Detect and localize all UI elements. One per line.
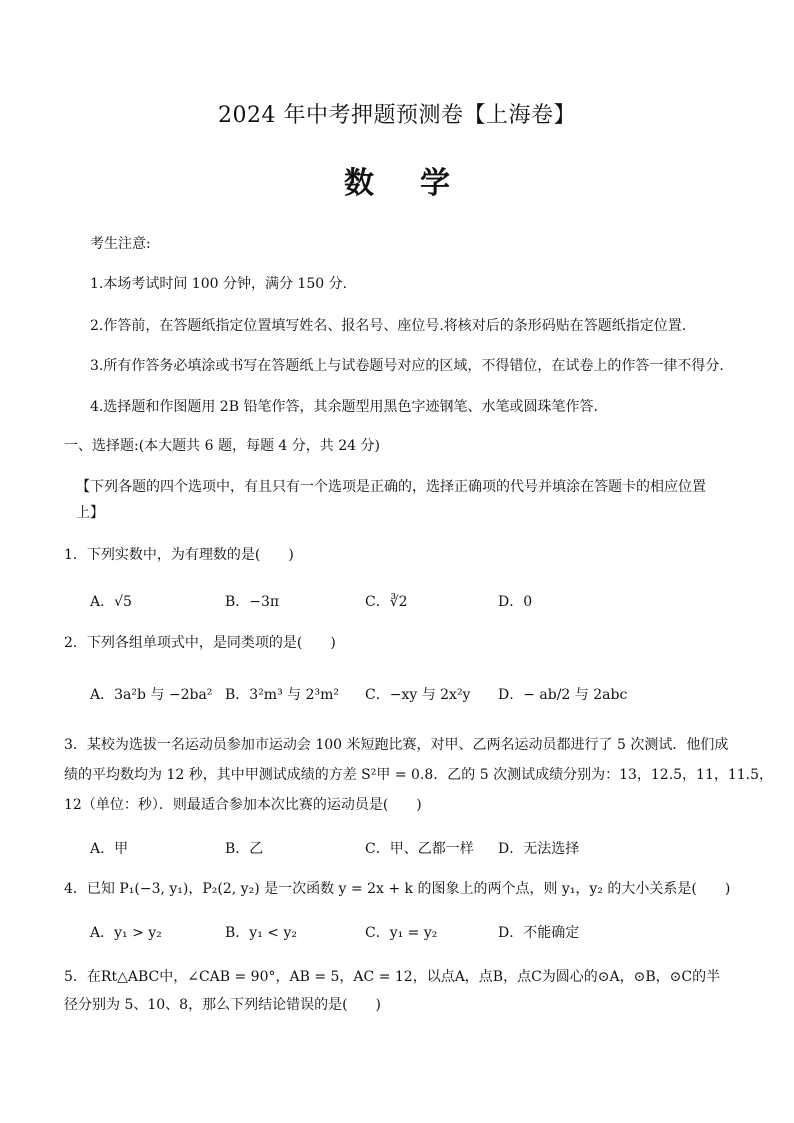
question-4-option-a: A．y₁ > y₂ xyxy=(90,925,162,941)
notice-heading: 考生注意: xyxy=(90,236,151,252)
notice-item-4: 4.选择题和作图题用 2B 铅笔作答，其余题型用黑色字迹钢笔、水笔或圆珠笔作答. xyxy=(90,399,598,415)
subject-char-1: 数 xyxy=(344,166,374,201)
question-3-stem-line-2: 绩的平均数均为 12 秒，其中甲测试成绩的方差 S²甲 = 0.8．乙的 5 次测试成绩分别为：13，12.5，11，11.5， xyxy=(64,767,774,783)
question-5-stem-line-1: 5．在Rt△ABC中，∠CAB = 90°，AB = 5，AC = 12，以点A，点B，点C为圆心的⊙A，⊙B，⊙C的半 xyxy=(64,969,721,985)
question-2-option-c: C．−xy 与 2x²y xyxy=(365,687,471,703)
question-1-option-d: D．0 xyxy=(498,594,533,610)
question-2-stem: 2．下列各组单项式中，是同类项的是( ) xyxy=(64,635,336,651)
question-3-option-b: B．乙 xyxy=(225,841,264,857)
question-1-option-c: C．∛2 xyxy=(365,594,408,610)
section-heading: 一、选择题:(本大题共 6 题，每题 4 分，共 24 分) xyxy=(64,438,380,454)
question-3-stem-line-3: 12（单位：秒）．则最适合参加本次比赛的运动员是( ) xyxy=(64,797,422,813)
question-4-option-c: C．y₁ = y₂ xyxy=(365,925,438,941)
question-1-stem: 1．下列实数中，为有理数的是( ) xyxy=(64,547,294,563)
question-1-option-b: B．−3π xyxy=(225,594,280,610)
subject-title xyxy=(0,158,794,202)
question-3-option-c: C．甲、乙都一样 xyxy=(365,841,474,857)
notice-item-2: 2.作答前，在答题纸指定位置填写姓名、报名号、座位号.将核对后的条形码贴在答题纸指定位置. xyxy=(90,318,687,334)
notice-item-1: 1.本场考试时间 100 分钟，满分 150 分. xyxy=(90,276,348,292)
question-2-option-a: A．3a²b 与 −2ba² xyxy=(90,687,213,703)
question-3-stem-line-1: 3．某校为选拔一名运动员参加市运动会 100 米短跑比赛，对甲、乙两名运动员都进行了 5 次测试．他们成 xyxy=(64,737,729,753)
question-4-option-b: B．y₁ < y₂ xyxy=(225,925,297,941)
section-instruction-line-2: 上】 xyxy=(76,505,104,521)
exam-title: 2024 年中考押题预测卷【上海卷】 xyxy=(218,103,576,128)
question-5-stem-line-2: 径分别为 5、10、8，那么下列结论错误的是( ) xyxy=(64,997,382,1013)
question-4-option-d: D．不能确定 xyxy=(498,925,580,941)
notice-item-3: 3.所有作答务必填涂或书写在答题纸上与试卷题号对应的区域，不得错位，在试卷上的作答一律不得分. xyxy=(90,358,724,374)
question-2-option-d: D．− ab/2 与 2abc xyxy=(498,687,628,703)
subject-char-2: 学 xyxy=(420,166,450,201)
question-3-option-d: D．无法选择 xyxy=(498,841,580,857)
question-1-option-a: A．√5 xyxy=(90,594,132,610)
question-2-option-b: B．3²m³ 与 2³m² xyxy=(225,687,340,703)
question-3-option-a: A．甲 xyxy=(90,841,129,857)
section-instruction-line-1: 【下列各题的四个选项中，有且只有一个选项是正确的，选择正确项的代号并填涂在答题卡的相应位置 xyxy=(76,479,706,495)
question-4-stem: 4．已知 P₁(−3, y₁)，P₂(2, y₂) 是一次函数 y = 2x + k 的图象上的两个点，则 y₁，y₂ 的大小关系是( ) xyxy=(64,881,731,897)
